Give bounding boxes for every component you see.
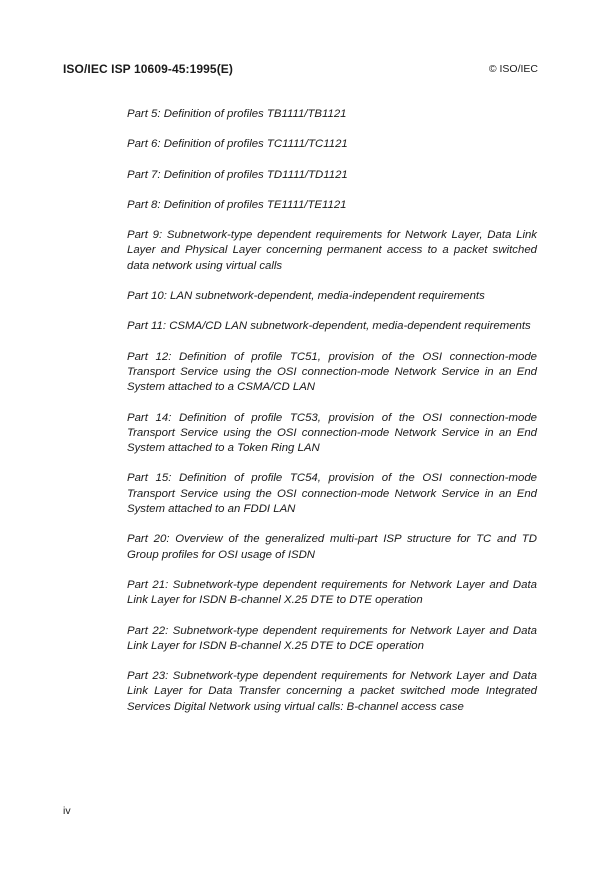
page-header xyxy=(63,62,538,78)
part-9: Part 9: Subnetwork-type dependent requirements for Network Layer, Data Link Layer and Physical Layer concerning permanent access to a packet switched data network using virtual calls xyxy=(127,229,537,272)
page-number: iv xyxy=(63,805,71,817)
part-14: Part 14: Definition of profile TC53, provision of the OSI connection-mode Transport Service using the OSI connection-mode Network Service in an End System attached to a Token Ring LAN xyxy=(127,411,537,455)
part-10: Part 10: LAN subnetwork-dependent, media-independent requirements xyxy=(127,290,485,303)
part-23: Part 23: Subnetwork-type dependent requirements for Network Layer and Data Link Layer for Data Transfer concerning a packet switched mode Integrated Services Digital Network using virtual calls: B-channel access case xyxy=(127,670,537,713)
part-21: Part 21: Subnetwork-type dependent requirements for Network Layer and Data Link Layer for ISDN B-channel X.25 DTE to DTE operation xyxy=(127,578,537,607)
parts-list xyxy=(127,107,537,730)
document-identifier: ISO/IEC ISP 10609-45:1995(E) xyxy=(63,62,234,76)
part-5: Part 5: Definition of profiles TB1111/TB1121 xyxy=(127,108,347,120)
part-22: Part 22: Subnetwork-type dependent requirements for Network Layer and Data Link Layer for ISDN B-channel X.25 DTE to DCE operation xyxy=(127,624,537,652)
part-12: Part 12: Definition of profile TC51, provision of the OSI connection-mode Transport Service using the OSI connection-mode Network Service in an End System attached to a CSMA/CD LAN xyxy=(127,350,537,394)
part-6: Part 6: Definition of profiles TC1111/TC1121 xyxy=(127,138,348,151)
copyright-notice: © ISO/IEC xyxy=(488,63,538,75)
part-8: Part 8: Definition of profiles TE1111/TE1121 xyxy=(127,198,347,211)
part-11: Part 11: CSMA/CD LAN subnetwork-dependent, media-dependent requirements xyxy=(127,320,531,333)
part-7: Part 7: Definition of profiles TD1111/TD1121 xyxy=(127,168,348,181)
part-20: Part 20: Overview of the generalized multi-part ISP structure for TC and TD Group profiles for OSI usage of ISDN xyxy=(127,533,537,561)
part-15: Part 15: Definition of profile TC54, provision of the OSI connection-mode Transport Service using the OSI connection-mode Network Service in an End System attached to an FDDI LAN xyxy=(127,472,537,516)
